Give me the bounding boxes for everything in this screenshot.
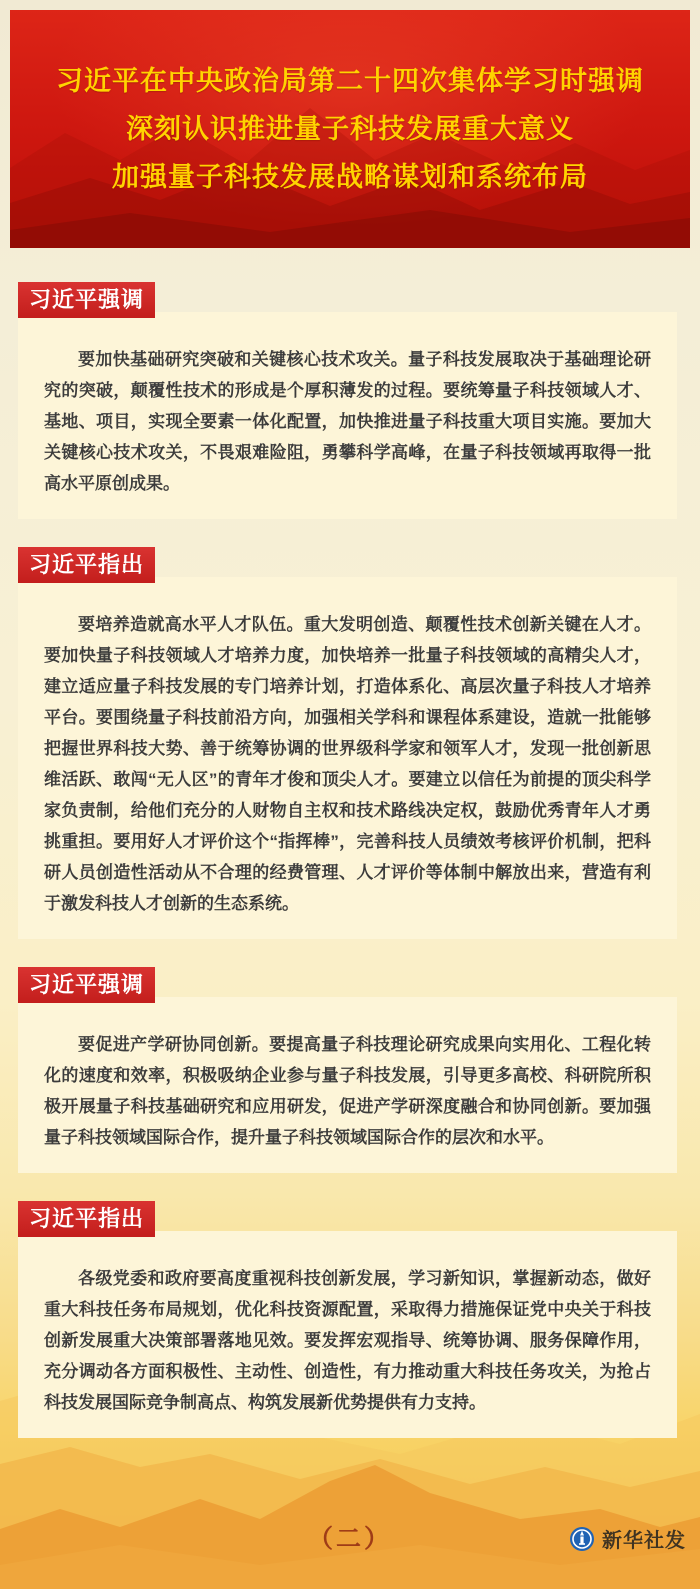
page-number: （二） bbox=[307, 1525, 393, 1553]
credit bbox=[570, 1524, 686, 1553]
speaker-badge-3: 习近平强调 bbox=[18, 967, 155, 1003]
speaker-badge-4: 习近平指出 bbox=[18, 1201, 155, 1237]
speaker-badge-1: 习近平强调 bbox=[18, 282, 155, 318]
quote-box-2 bbox=[18, 577, 677, 939]
quote-paragraph-2: 要培养造就高水平人才队伍。重大发明创造、颠覆性技术创新关键在人才。要加快量子科技领域人才培养力度，加快培养一批量子科技领域的高精尖人才，建立适应量子科技发展的专门培养计划，打造体系化、高层次量子科技人才培养平台。要围绕量子科技前沿方向，加强相关学科和课程体系建设，造就一批能够把握世界科技大势、善于统筹协调的世界级科学家和领军人才，发现一批创新思维活跃、敢闯“无人区”的青年才俊和顶尖人才。要建立以信任为前提的顶尖科学家负责制，给他们充分的人财物自主权和技术路线决定权，鼓励优秀青年人才勇挑重担。要用好人才评价这个“指挥棒”，完善科技人员绩效考核评价机制，把科研人员创造性活动从不合理的经费管理、人才评价等体制中解放出来，营造有利于激发科技人才创新的生态系统。 bbox=[44, 615, 651, 913]
header-banner bbox=[10, 10, 690, 248]
title-line-1: 习近平在中央政治局第二十四次集体学习时强调 bbox=[56, 65, 644, 96]
section-1 bbox=[18, 282, 677, 519]
header-title bbox=[10, 10, 690, 248]
speaker-badge-2: 习近平指出 bbox=[18, 547, 155, 583]
quote-box-3 bbox=[18, 997, 677, 1173]
quote-box-4 bbox=[18, 1231, 677, 1438]
credit-label: 新华社发 bbox=[602, 1530, 686, 1552]
quote-box-1 bbox=[18, 312, 677, 519]
quote-paragraph-3: 要促进产学研协同创新。要提高量子科技理论研究成果向实用化、工程化转化的速度和效率，积极吸纳企业参与量子科技发展，引导更多高校、科研院所积极开展量子科技基础研究和应用研发，促进产学研深度融合和协同创新。要加强量子科技领域国际合作，提升量子科技领域国际合作的层次和水平。 bbox=[44, 1035, 651, 1147]
section-3 bbox=[18, 967, 677, 1173]
xinhua-logo-icon bbox=[570, 1527, 594, 1551]
quote-paragraph-4: 各级党委和政府要高度重视科技创新发展，学习新知识，掌握新动态，做好重大科技任务布局规划，优化科技资源配置，采取得力措施保证党中央关于科技创新发展重大决策部署落地见效。要发挥宏观指导、统筹协调、服务保障作用，充分调动各方面积极性、主动性、创造性，有力推动重大科技任务攻关，为抢占科技发展国际竞争制高点、构筑发展新优势提供有力支持。 bbox=[44, 1269, 651, 1412]
section-4 bbox=[18, 1201, 677, 1438]
quote-paragraph-1: 要加快基础研究突破和关键核心技术攻关。量子科技发展取决于基础理论研究的突破，颠覆性技术的形成是个厚积薄发的过程。要统筹量子科技领域人才、基地、项目，实现全要素一体化配置，加快推进量子科技重大项目实施。要加大关键核心技术攻关，不畏艰难险阻，勇攀科学高峰，在量子科技领域再取得一批高水平原创成果。 bbox=[44, 350, 651, 493]
title-line-2: 深刻认识推进量子科技发展重大意义 bbox=[126, 113, 574, 144]
section-2 bbox=[18, 547, 677, 939]
title-line-3: 加强量子科技发展战略谋划和系统布局 bbox=[112, 161, 588, 192]
